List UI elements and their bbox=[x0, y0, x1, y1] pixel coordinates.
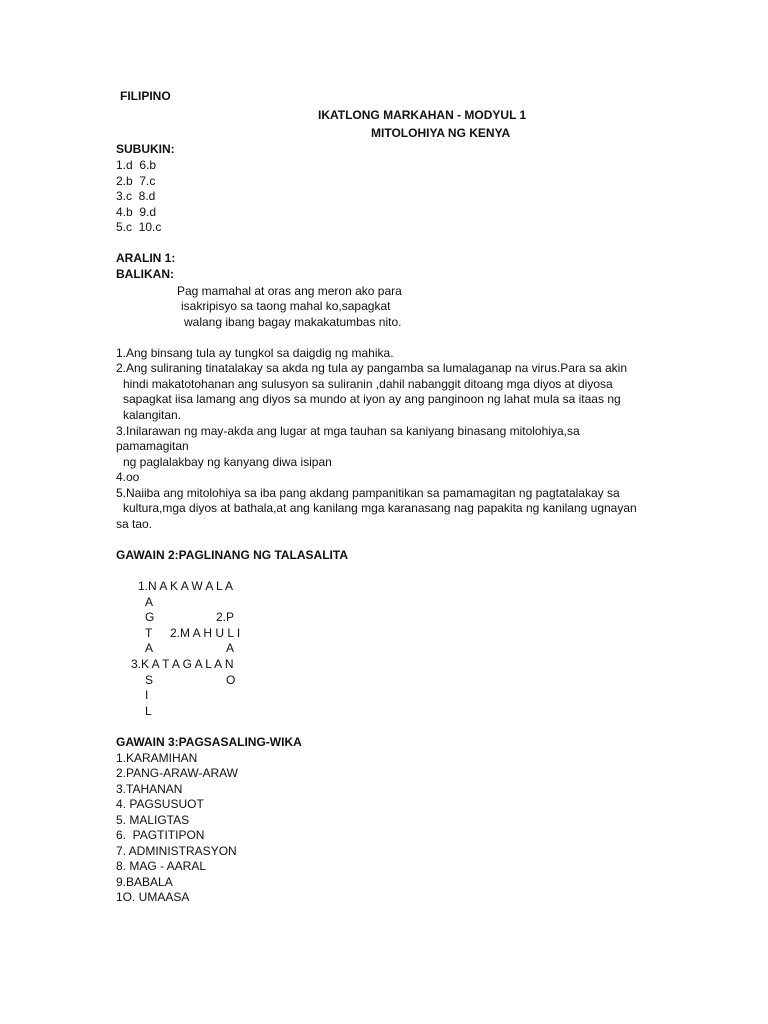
answer-line: 3.Inilarawan ng may-akda ang lugar at mga tauhan sa kaniyang binasang mitolohiya,sa bbox=[116, 424, 580, 438]
answer-line: 4.oo bbox=[116, 470, 140, 484]
translation-item: 5. MALIGTAS bbox=[116, 813, 190, 827]
gawain3-heading: GAWAIN 3:PAGSASALING-WIKA bbox=[116, 735, 302, 749]
crossword-letter: I bbox=[145, 688, 149, 702]
poem-line: isakripisyo sa taong mahal ko,sapagkat bbox=[181, 299, 391, 313]
translation-item: 2.PANG-ARAW-ARAW bbox=[116, 766, 239, 780]
subukin-answer: 3.c 8.d bbox=[116, 189, 156, 203]
crossword-letter: S bbox=[145, 673, 154, 687]
answer-line: kalangitan. bbox=[123, 408, 182, 422]
translation-item: 7. ADMINISTRASYON bbox=[116, 844, 237, 858]
crossword-letter: T bbox=[145, 626, 153, 640]
crossword-letter: A bbox=[226, 641, 235, 655]
subukin-answer: 1.d 6.b bbox=[116, 158, 157, 172]
translation-item: 1O. UMAASA bbox=[116, 890, 190, 904]
gawain2-heading: GAWAIN 2:PAGLINANG NG TALASALITA bbox=[116, 548, 348, 562]
translation-item: 8. MAG - AARAL bbox=[116, 859, 207, 873]
answer-line: 1.Ang binsang tula ay tungkol sa daigdig ng mahika. bbox=[116, 346, 394, 360]
crossword-word: 2.M A H U L I bbox=[170, 626, 241, 640]
translation-item: 1.KARAMIHAN bbox=[116, 751, 198, 765]
crossword-letter: O bbox=[226, 673, 236, 687]
answer-line: sapagkat iisa lamang ang diyos sa mundo at iyon ay ang panginoon ng lahat mula sa itaas ng bbox=[123, 392, 621, 406]
subject-title: FILIPINO bbox=[120, 89, 171, 103]
answer-line: kultura,mga diyos at bathala,at ang kanilang mga karanasang nag papakita ng kanilang ugnayan bbox=[123, 501, 637, 515]
translation-item: 6. PAGTITIPON bbox=[116, 828, 205, 842]
crossword-letter: L bbox=[145, 704, 152, 718]
answer-line: hindi makatotohanan ang sulusyon sa suliranin ,dahil nabanggit ditoang mga diyos at diyosa bbox=[123, 377, 613, 391]
crossword-letter: G bbox=[145, 610, 155, 624]
answer-line: 5.Naiiba ang mitolohiya sa iba pang akdang pampanitikan sa pamamagitan ng pagtatalakay sa bbox=[116, 486, 620, 500]
answer-line: sa tao. bbox=[116, 517, 153, 531]
subukin-answer: 4.b 9.d bbox=[116, 205, 157, 219]
answer-line: ng paglalakbay ng kanyang diwa isipan bbox=[123, 455, 332, 469]
crossword-letter: A bbox=[145, 595, 154, 609]
poem-line: walang ibang bagay makakatumbas nito. bbox=[184, 315, 402, 329]
subukin-answer: 2.b 7.c bbox=[116, 174, 156, 188]
translation-item: 4. PAGSUSUOT bbox=[116, 797, 204, 811]
crossword-letter: 2.P bbox=[216, 610, 235, 624]
balikan-heading: BALIKAN: bbox=[116, 267, 174, 281]
crossword-letter: A bbox=[145, 641, 154, 655]
translation-item: 3.TAHANAN bbox=[116, 782, 183, 796]
translation-item: 9.BABALA bbox=[116, 875, 173, 889]
poem-line: Pag mamahal at oras ang meron ako para bbox=[177, 284, 402, 298]
answer-line: pamamagitan bbox=[116, 439, 189, 453]
subukin-heading: SUBUKIN: bbox=[116, 142, 175, 156]
crossword-word: 3.K A T A G A L A N bbox=[131, 657, 234, 671]
topic-title: MITOLOHIYA NG KENYA bbox=[371, 126, 511, 140]
quarter-module-title: IKATLONG MARKAHAN - MODYUL 1 bbox=[318, 108, 527, 122]
crossword-word: 1.N A K A W A L A bbox=[138, 579, 233, 593]
subukin-answer: 5.c 10.c bbox=[116, 220, 162, 234]
answer-line: 2.Ang suliraning tinatalakay sa akda ng tula ay pangamba sa lumalaganap na virus.Para sa akin bbox=[116, 361, 627, 375]
aralin-heading: ARALIN 1: bbox=[116, 251, 176, 265]
